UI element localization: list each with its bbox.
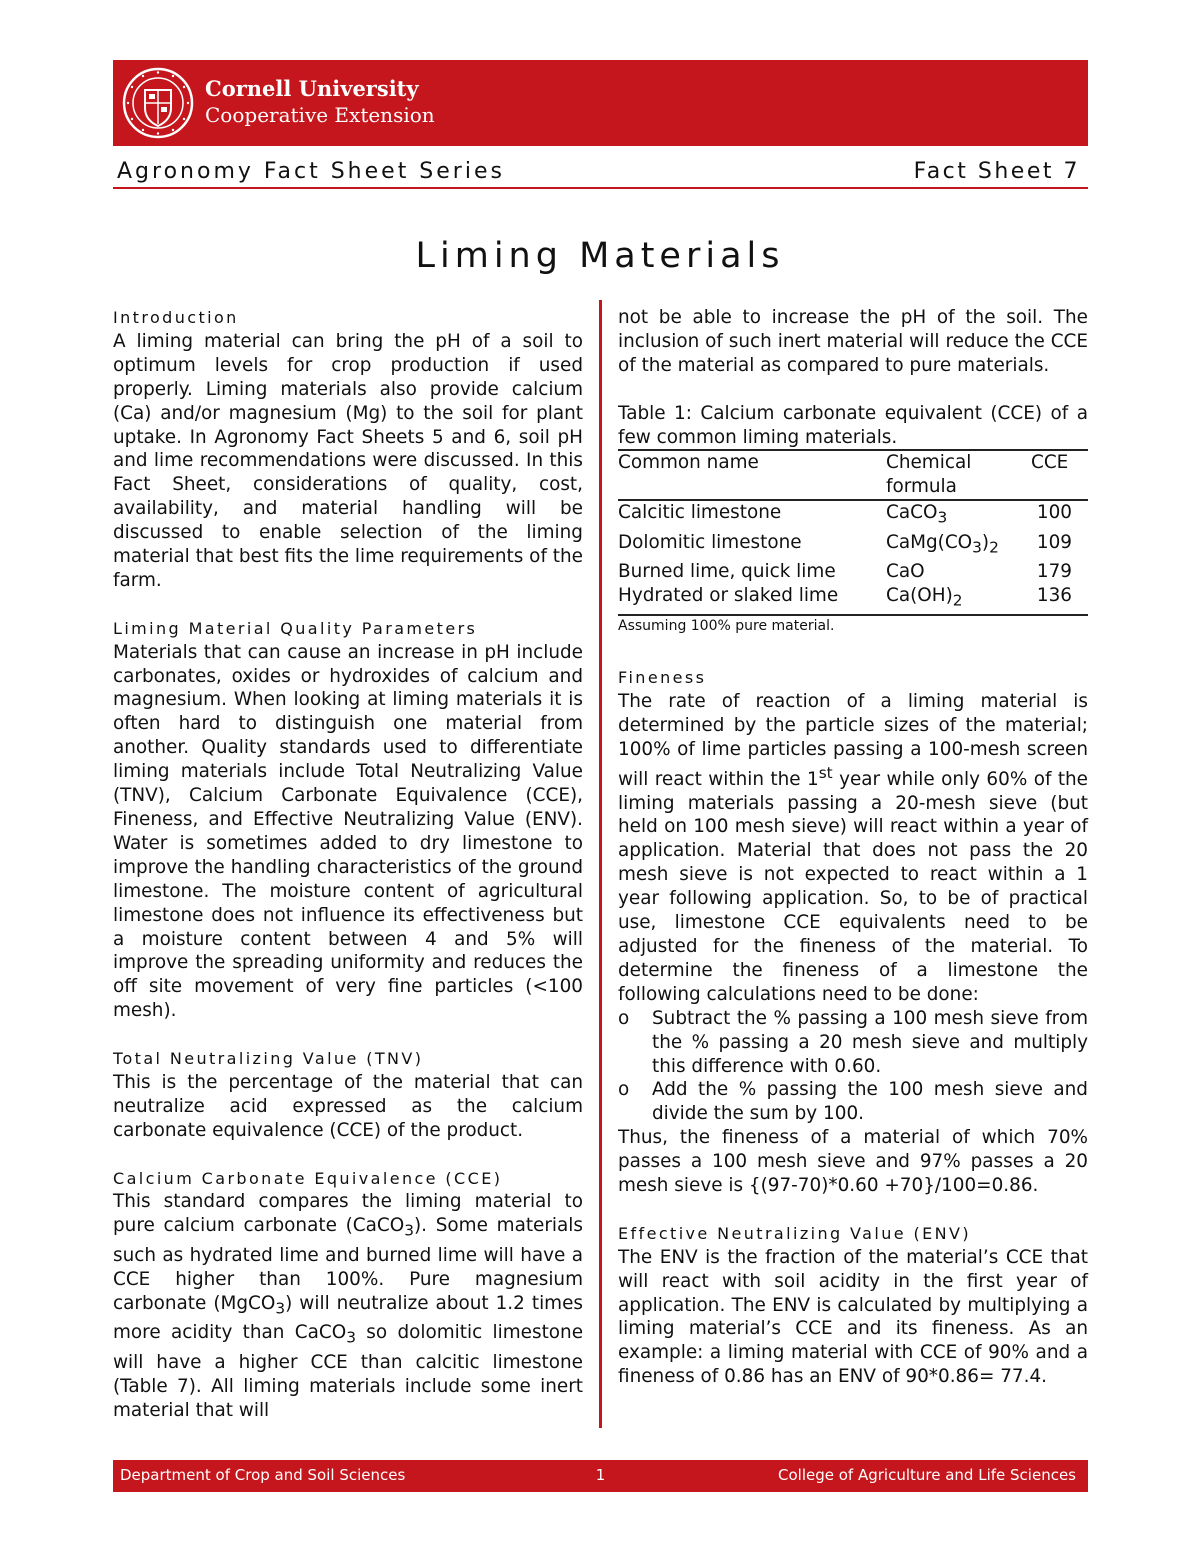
calculation-list bbox=[618, 1007, 1088, 1127]
subscript: 3 bbox=[346, 1329, 356, 1348]
quality-paragraph: Materials that can cause an increase in pH include carbonates, oxides or hydroxides of calcium and magnesium. When looking at liming materials it is often hard to distinguish one material from another. Quality standards used to differentiate liming materials include Total Neutralizing Value (TNV), Calcium Carbonate Equivalence (CCE), Fineness, and Effective Neutralizing Value (ENV). Water is sometimes added to dry limestone to improve the handling characteristics of the ground limestone. The moisture content of agricultural limestone does not influence its effectiveness but a moisture content between 4 and 5% will improve the spreading uniformity and reduces the off site movement of very fine particles (<100 mesh). bbox=[113, 641, 583, 1022]
table-cell-name: Dolomitic limestone bbox=[618, 531, 802, 553]
table-row bbox=[618, 584, 1088, 615]
list-item-text: Subtract the % passing a 100 mesh sieve from the % passing a 20 mesh sieve and multiply this difference with 0.60. bbox=[652, 1007, 1088, 1077]
page-number: 1 bbox=[595, 1466, 606, 1484]
formula-part: CaCO bbox=[886, 502, 938, 524]
cce-text-2: ). Some materials such as hydrated lime and burned lime will have a CCE higher than 100%. Pure magnesium carbonate (MgCO bbox=[113, 1215, 583, 1314]
list-item bbox=[618, 1007, 1088, 1079]
right-column bbox=[618, 306, 1088, 1389]
sheet-number: Fact Sheet 7 bbox=[913, 159, 1080, 184]
fineness-text-1: The rate of reaction of a liming material is determined by the particle sizes of the material; 100% of lime particles passing a 100-mesh screen will react within the 1 bbox=[618, 690, 1088, 790]
table-cell-cce: 136 bbox=[1036, 585, 1072, 607]
cce-text-1: This standard compares the liming material to pure calcium carbonate (CaCO bbox=[113, 1191, 583, 1237]
cce-paragraph bbox=[113, 1190, 583, 1422]
table-cell-formula bbox=[886, 584, 1031, 615]
table-cell-name: Calcitic limestone bbox=[618, 502, 782, 524]
bullet-icon: o bbox=[618, 1007, 630, 1029]
fineness-example: Thus, the fineness of a material of which 70% passes a 100 mesh sieve and 97% passes a 20 mesh sieve is {(97-70)*0.60 +70}/100=0.86. bbox=[618, 1127, 1088, 1197]
env-heading: Effective Neutralizing Value (ENV) bbox=[618, 1223, 971, 1243]
series-title: Agronomy Fact Sheet Series bbox=[117, 159, 505, 184]
table-row bbox=[618, 500, 1088, 531]
table-cell-cce: 109 bbox=[1036, 531, 1072, 553]
left-column bbox=[113, 306, 583, 1423]
continued-paragraph: not be able to increase the pH of the soil. The inclusion of such inert material will reduce the CCE of the material as compared to pure materials. bbox=[618, 307, 1088, 376]
tnv-paragraph: This is the percentage of the material that can neutralize acid expressed as the calcium carbonate equivalence (CCE) of the product. bbox=[113, 1071, 583, 1141]
table-cell-name: Hydrated or slaked lime bbox=[618, 585, 839, 607]
subscript: 3 bbox=[972, 538, 982, 557]
subscript: 2 bbox=[952, 591, 963, 610]
table-header-cell: Chemical formula bbox=[886, 452, 972, 498]
table-cell-cce: 179 bbox=[1036, 561, 1072, 583]
cce-text-3: ) will neutralize about 1.2 times more acidity than CaCO bbox=[113, 1292, 583, 1344]
intro-heading: Introduction bbox=[113, 308, 239, 327]
table-cell-formula bbox=[886, 500, 1031, 531]
series-bar bbox=[113, 157, 1088, 189]
table-caption: Table 1: Calcium carbonate equivalent (CCE) of a few common liming materials. bbox=[618, 402, 1088, 448]
env-paragraph: The ENV is the fraction of the material’s CCE that will react with soil acidity in the first year of application. The ENV is calculated by multiplying a liming material’s CCE and its fineness. As an example: a liming material with CCE of 90% and a fineness of 0.86 has an ENV of 90*0.86= 77.4. bbox=[618, 1246, 1088, 1388]
column-divider bbox=[599, 300, 602, 1428]
university-name: Cornell University bbox=[205, 76, 419, 101]
table-row bbox=[618, 560, 1088, 584]
list-item bbox=[618, 1078, 1088, 1126]
table-cell-formula bbox=[886, 560, 1031, 584]
subscript: 3 bbox=[404, 1222, 414, 1241]
fineness-heading: Fineness bbox=[618, 667, 707, 687]
cce-table bbox=[618, 449, 1088, 615]
superscript: st bbox=[818, 763, 833, 782]
table-cell-name: Burned lime, quick lime bbox=[618, 561, 836, 583]
cce-heading: Calcium Carbonate Equivalence (CCE) bbox=[113, 1168, 503, 1188]
formula-part: Ca(OH) bbox=[886, 585, 953, 607]
header-banner bbox=[113, 60, 1088, 146]
table-row bbox=[618, 531, 1088, 561]
table-cell-formula bbox=[886, 531, 1031, 561]
cornell-seal-icon bbox=[121, 66, 195, 140]
table-note: Assuming 100% pure material. bbox=[618, 617, 835, 634]
bullet-icon: o bbox=[618, 1079, 630, 1101]
intro-paragraph: A liming material can bring the pH of a soil to optimum levels for crop production if used properly. Liming materials also provide calcium (Ca) and/or magnesium (Mg) to the soil for plant uptake. In Agronomy Fact Sheets 5 and 6, soil pH and lime recommendations were discussed. In this Fact Sheet, considerations of quality, cost, availability, and material handling will be discussed to enable selection of the liming material that best fits the lime requirements of the farm. bbox=[113, 330, 583, 591]
list-item-text: Add the % passing the 100 mesh sieve and divide the sum by 100. bbox=[652, 1079, 1088, 1125]
page-title: Liming Materials bbox=[415, 236, 785, 276]
table-header-row bbox=[618, 450, 1088, 500]
fineness-paragraph bbox=[618, 690, 1088, 1007]
tnv-heading: Total Neutralizing Value (TNV) bbox=[113, 1049, 424, 1069]
cce-text-4: so dolomitic limestone will have a higher CCE than calcitic limestone (Table 7). All liming materials include some inert material that will bbox=[113, 1322, 584, 1421]
formula-part: CaMg(CO bbox=[886, 531, 973, 553]
table-cell-cce: 100 bbox=[1036, 502, 1072, 524]
formula-part: CaO bbox=[886, 561, 925, 583]
formula-part: ) bbox=[981, 531, 990, 553]
subscript: 2 bbox=[989, 538, 999, 557]
quality-heading: Liming Material Quality Parameters bbox=[113, 618, 478, 638]
extension-name: Cooperative Extension bbox=[205, 103, 435, 127]
subscript: 3 bbox=[275, 1299, 286, 1318]
footer-department: Department of Crop and Soil Sciences bbox=[120, 1466, 406, 1484]
footer-college: College of Agriculture and Life Sciences bbox=[778, 1466, 1076, 1484]
footer-bar bbox=[113, 1460, 1088, 1492]
subscript: 3 bbox=[937, 508, 948, 527]
table-header-cell: CCE bbox=[1031, 452, 1069, 474]
fineness-text-2: year while only 60% of the liming materials passing a 20-mesh sieve (but held on 100 mesh sieve) will react within a year of application. Material that does not pass the 20 mesh sieve is not expected to react within a 1 year following application. So, to be of practical use, limestone CCE equivalents need to be adjusted for the fineness of the material. To determine the fineness of a limestone the following calculations need to be done: bbox=[618, 768, 1088, 1005]
table-header-cell: Common name bbox=[618, 452, 759, 474]
